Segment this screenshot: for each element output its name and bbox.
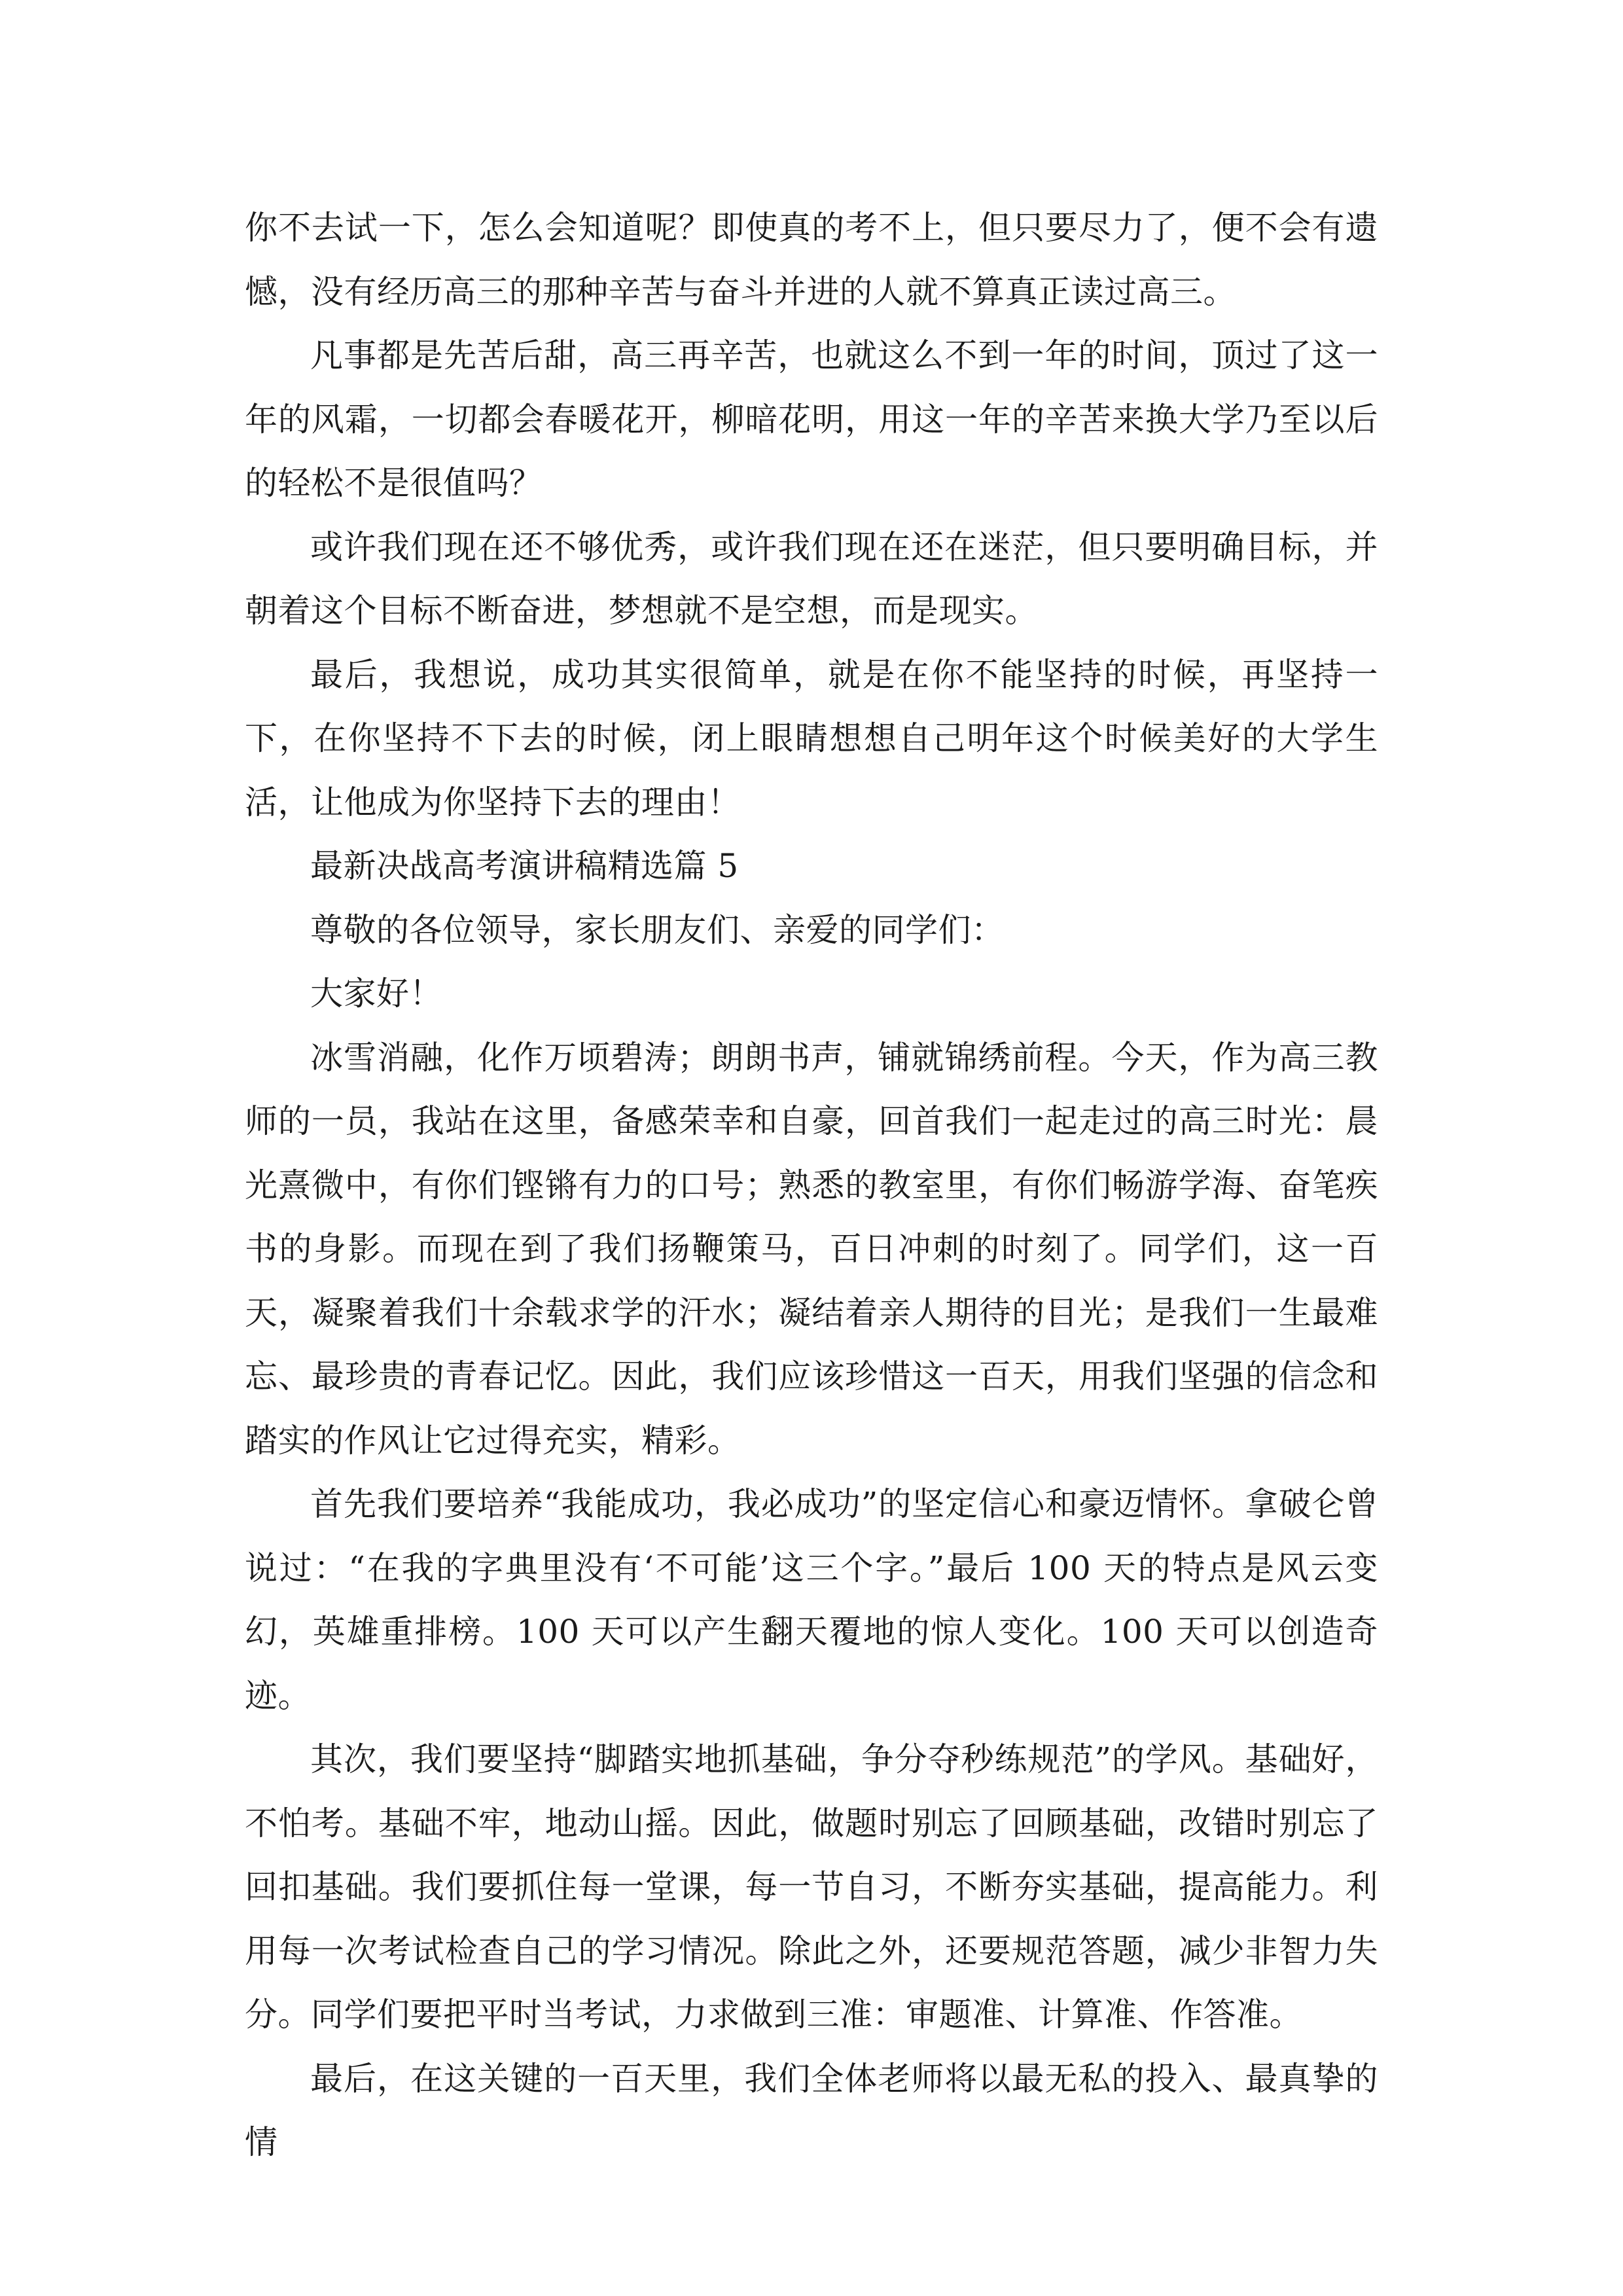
greeting: 大家好！	[310, 975, 442, 1013]
document-body	[245, 196, 1378, 2175]
paragraph: 首先我们要培养“我能成功，我必成功”的坚定信心和豪迈情怀。拿破仑曾说过：“在我的字典里没有‘不可能’这三个字。”最后 100 天的特点是风云变幻，英雄重排榜。100 天可以产生翻天覆地的惊人变化。100 天可以创造奇迹。	[245, 1485, 1378, 1715]
paragraph: 你不去试一下，怎么会知道呢？即使真的考不上，但只要尽力了，便不会有遗憾，没有经历高三的那种辛苦与奋斗并进的人就不算真正读过高三。	[245, 209, 1378, 311]
paragraph: 其次，我们要坚持“脚踏实地抓基础，争分夺秒练规范”的学风。基础好，不怕考。基础不牢，地动山摇。因此，做题时别忘了回顾基础，改错时别忘了回扣基础。我们要抓住每一堂课，每一节自习，不断夯实基础，提高能力。利用每一次考试检查自己的学习情况。除此之外，还要规范答题，减少非智力失分。同学们要把平时当考试，力求做到三准：审题准、计算准、作答准。	[245, 1740, 1378, 2034]
paragraph: 或许我们现在还不够优秀，或许我们现在还在迷茫，但只要明确目标，并朝着这个目标不断奋进，梦想就不是空想，而是现实。	[245, 528, 1378, 630]
salutation: 尊敬的各位领导，家长朋友们、亲爱的同学们：	[310, 910, 1005, 949]
paragraph: 最后，我想说，成功其实很简单，就是在你不能坚持的时候，再坚持一下，在你坚持不下去的时候，闭上眼睛想想自己明年这个时候美好的大学生活，让他成为你坚持下去的理由！	[245, 655, 1378, 821]
paragraph: 凡事都是先苦后甜，高三再辛苦，也就这么不到一年的时间，顶过了这一年的风霜，一切都会春暖花开，柳暗花明，用这一年的辛苦来换大学乃至以后的轻松不是很值吗？	[245, 336, 1378, 502]
section-heading: 最新决战高考演讲稿精选篇 5	[310, 847, 739, 885]
paragraph: 最后，在这关键的一百天里，我们全体老师将以最无私的投入、最真挚的情	[245, 2059, 1378, 2161]
paragraph: 冰雪消融，化作万顷碧涛；朗朗书声，铺就锦绣前程。今天，作为高三教师的一员，我站在这里，备感荣幸和自豪，回首我们一起走过的高三时光：晨光熹微中，有你们铿锵有力的口号；熟悉的教室里，有你们畅游学海、奋笔疾书的身影。而现在到了我们扬鞭策马，百日冲刺的时刻了。同学们，这一百天，凝聚着我们十余载求学的汗水；凝结着亲人期待的目光；是我们一生最难忘、最珍贵的青春记忆。因此，我们应该珍惜这一百天，用我们坚强的信念和踏实的作风让它过得充实，精彩。	[245, 1038, 1378, 1460]
